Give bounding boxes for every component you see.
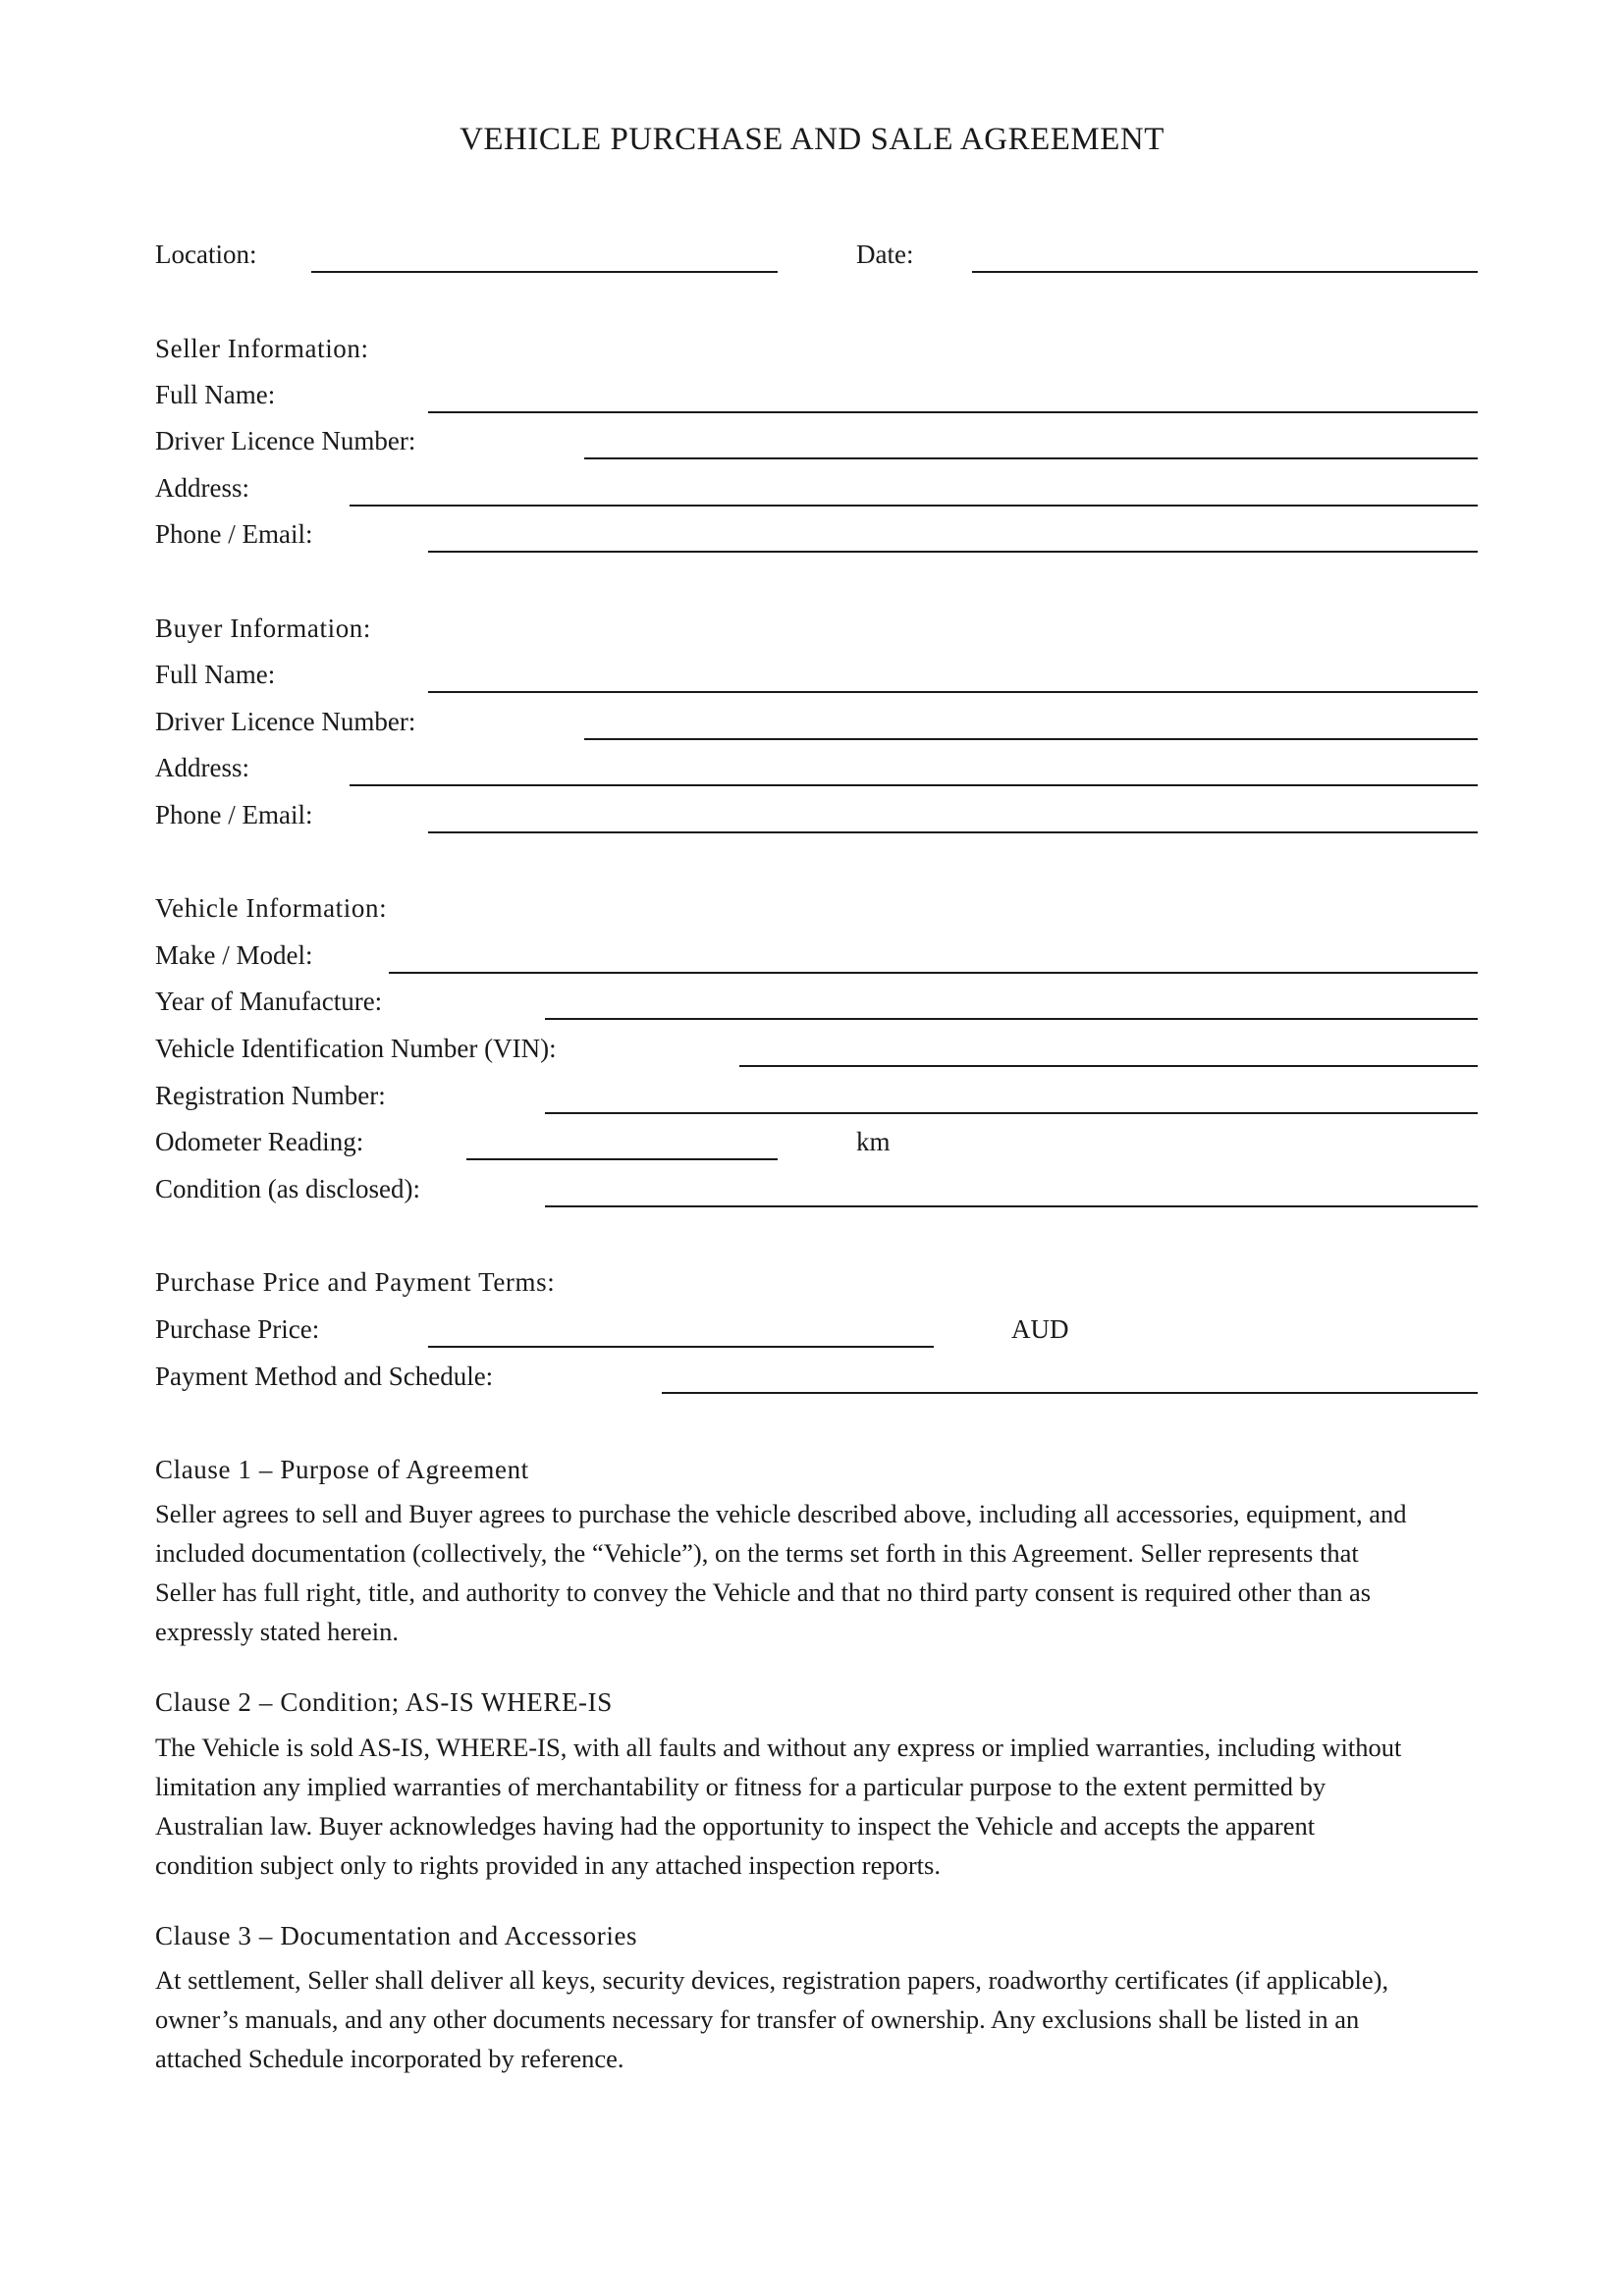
buyer-address-label: Address:: [155, 753, 249, 782]
clause-2-body: [155, 1728, 1483, 1885]
payment-method-label: Payment Method and Schedule:: [155, 1362, 494, 1391]
seller-address-field[interactable]: [350, 505, 1478, 507]
clause-3-body: [155, 1960, 1483, 2078]
payment-heading: Purchase Price and Payment Terms:: [155, 1267, 556, 1297]
seller-full-name-field[interactable]: [428, 411, 1478, 413]
clause-2-heading: Clause 2 – Condition; AS-IS WHERE-IS: [155, 1687, 613, 1717]
clause-1-line: Seller agrees to sell and Buyer agrees to purchase the vehicle described above, including all accessories, equipment, and: [155, 1499, 1407, 1528]
clause-1-line: expressly stated herein.: [155, 1617, 399, 1646]
year-field[interactable]: [545, 1018, 1478, 1020]
seller-contact-label: Phone / Email:: [155, 519, 313, 549]
make-model-label: Make / Model:: [155, 940, 313, 970]
buyer-licence-field[interactable]: [584, 738, 1478, 740]
clause-1-heading: Clause 1 – Purpose of Agreement: [155, 1455, 529, 1484]
clause-1-line: Seller has full right, title, and authority to convey the Vehicle and that no third party consent is required other than as: [155, 1577, 1372, 1607]
location-field[interactable]: [311, 271, 778, 273]
buyer-heading: Buyer Information:: [155, 614, 371, 643]
purchase-price-label: Purchase Price:: [155, 1314, 320, 1344]
seller-heading: Seller Information:: [155, 334, 369, 363]
purchase-price-field[interactable]: [428, 1346, 934, 1348]
clause-3-line: At settlement, Seller shall deliver all keys, security devices, registration papers, roadworthy certificates (if applicable),: [155, 1965, 1389, 1995]
clause-3-line: attached Schedule incorporated by reference.: [155, 2044, 624, 2073]
clause-3-heading: Clause 3 – Documentation and Accessories: [155, 1921, 638, 1950]
seller-address-label: Address:: [155, 473, 249, 503]
clause-1-line: included documentation (collectively, the “Vehicle”), on the terms set forth in this Agreement. Seller represents that: [155, 1538, 1359, 1568]
buyer-full-name-field[interactable]: [428, 691, 1478, 693]
seller-full-name-label: Full Name:: [155, 380, 276, 409]
clause-1-body: [155, 1494, 1483, 1651]
buyer-address-field[interactable]: [350, 784, 1478, 786]
make-model-field[interactable]: [389, 972, 1478, 974]
registration-field[interactable]: [545, 1112, 1478, 1114]
seller-licence-label: Driver Licence Number:: [155, 426, 416, 455]
clause-2-line: Australian law. Buyer acknowledges having had the opportunity to inspect the Vehicle and accepts the apparent: [155, 1811, 1316, 1841]
clause-2-line: limitation any implied warranties of merchantability or fitness for a particular purpose to the extent permitted by: [155, 1772, 1326, 1801]
buyer-licence-label: Driver Licence Number:: [155, 707, 416, 736]
vin-field[interactable]: [739, 1065, 1478, 1067]
odometer-field[interactable]: [466, 1158, 778, 1160]
clause-2-line: The Vehicle is sold AS-IS, WHERE-IS, with all faults and without any express or implied warranties, including without: [155, 1733, 1402, 1762]
year-label: Year of Manufacture:: [155, 987, 383, 1016]
vehicle-heading: Vehicle Information:: [155, 893, 388, 923]
buyer-contact-field[interactable]: [428, 831, 1478, 833]
location-label: Location:: [155, 240, 257, 269]
condition-field[interactable]: [545, 1205, 1478, 1207]
seller-licence-field[interactable]: [584, 457, 1478, 459]
condition-label: Condition (as disclosed):: [155, 1174, 420, 1203]
odometer-label: Odometer Reading:: [155, 1127, 364, 1156]
currency-label: AUD: [1011, 1314, 1069, 1344]
clause-2-line: condition subject only to rights provided in any attached inspection reports.: [155, 1850, 941, 1880]
registration-label: Registration Number:: [155, 1081, 386, 1110]
payment-method-field[interactable]: [662, 1392, 1478, 1394]
date-label: Date:: [856, 240, 914, 269]
buyer-full-name-label: Full Name:: [155, 660, 276, 689]
date-field[interactable]: [972, 271, 1478, 273]
clause-3-line: owner’s manuals, and any other documents necessary for transfer of ownership. Any exclusions shall be listed in an: [155, 2004, 1360, 2034]
odometer-unit: km: [856, 1127, 891, 1156]
document-title: VEHICLE PURCHASE AND SALE AGREEMENT: [460, 122, 1164, 157]
vin-label: Vehicle Identification Number (VIN):: [155, 1034, 557, 1063]
seller-contact-field[interactable]: [428, 551, 1478, 553]
buyer-contact-label: Phone / Email:: [155, 800, 313, 829]
